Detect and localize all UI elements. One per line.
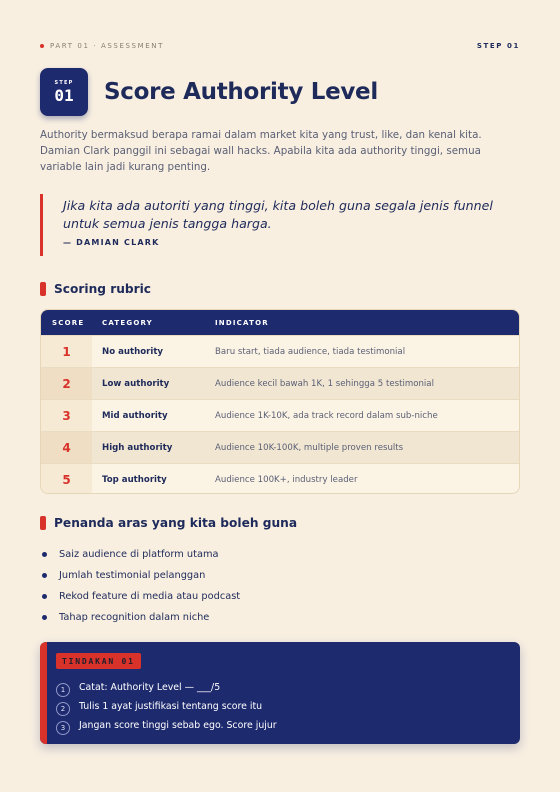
- list-item-text: Tahap recognition dalam niche: [59, 612, 210, 623]
- step-number-circle: 3: [56, 721, 70, 735]
- score-cell: 5: [41, 464, 92, 494]
- list-item: [40, 544, 520, 565]
- column-header-indicator: INDICATOR: [215, 318, 269, 327]
- list-item: [40, 565, 520, 586]
- table-row: [41, 463, 519, 494]
- action-box: [40, 642, 520, 744]
- rubric-heading: [40, 282, 520, 296]
- category-cell: Mid authority: [102, 410, 168, 421]
- category-cell: Low authority: [102, 378, 170, 389]
- bullet-dot-icon: [42, 573, 47, 578]
- action-step-text: Tulis 1 ayat justifikasi tentang score itu: [79, 701, 263, 712]
- rubric-table: [40, 309, 520, 494]
- action-step-text: Catat: Authority Level — ___/5: [79, 682, 221, 693]
- score-cell: 4: [41, 432, 92, 463]
- list-item-text: Rekod feature di media atau podcast: [59, 591, 241, 602]
- indicator-cell: Audience kecil bawah 1K, 1 sehingga 5 testimonial: [215, 378, 434, 389]
- action-steps: [56, 678, 496, 735]
- breadcrumb: [40, 42, 164, 50]
- column-header-category: CATEGORY: [102, 318, 153, 327]
- category-cell: Top authority: [102, 474, 167, 485]
- table-header: [41, 310, 519, 335]
- step-indicator: STEP 01: [476, 42, 520, 50]
- quote-text: Jika kita ada autoriti yang tinggi, kita boleh guna segala jenis funnel untuk semua jenis tangga harga.: [63, 198, 493, 231]
- section-marker-icon: [40, 282, 46, 296]
- section-marker-icon: [40, 516, 46, 530]
- step-badge-number: 01: [54, 86, 74, 105]
- indicator-cell: Audience 1K-10K, ada track record dalam sub-niche: [215, 410, 438, 421]
- score-cell: 3: [41, 400, 92, 431]
- action-step: [56, 697, 496, 716]
- table-row: [41, 431, 519, 463]
- markers-list: [40, 544, 520, 628]
- action-step: [56, 678, 496, 697]
- indicator-cell: Audience 100K+, industry leader: [215, 474, 358, 485]
- action-step: [56, 716, 496, 735]
- table-row: [41, 335, 519, 367]
- list-item: [40, 586, 520, 607]
- step-badge-label: STEP: [54, 80, 74, 86]
- markers-heading-text: Penanda aras yang kita boleh guna: [54, 516, 298, 530]
- bullet-dot-icon: [42, 594, 47, 599]
- category-cell: No authority: [102, 346, 164, 357]
- quote-author: — DAMIAN CLARK: [63, 238, 160, 247]
- list-item: [40, 607, 520, 628]
- action-step-text: Jangan score tinggi sebab ego. Score jujur: [79, 720, 277, 731]
- bullet-dot-icon: [42, 552, 47, 557]
- list-item-text: Jumlah testimonial pelanggan: [59, 570, 206, 581]
- top-bar: [40, 40, 520, 52]
- list-item-text: Saiz audience di platform utama: [59, 549, 219, 560]
- score-cell: 1: [41, 336, 92, 367]
- score-cell: 2: [41, 368, 92, 399]
- table-row: [41, 367, 519, 399]
- bullet-dot-icon: [40, 44, 44, 48]
- indicator-cell: Audience 10K-100K, multiple proven results: [215, 442, 404, 453]
- markers-heading: [40, 516, 520, 530]
- indicator-cell: Baru start, tiada audience, tiada testimonial: [215, 346, 406, 357]
- table-row: [41, 399, 519, 431]
- step-badge: [40, 68, 88, 116]
- action-accent-stripe: [40, 642, 47, 744]
- action-tag: TINDAKAN 01: [56, 653, 141, 669]
- step-number-circle: 2: [56, 702, 70, 716]
- page-title: Score Authority Level: [104, 79, 378, 105]
- column-header-score: SCORE: [52, 318, 85, 327]
- breadcrumb-text: PART 01 · ASSESSMENT: [50, 42, 164, 50]
- step-number-circle: 1: [56, 683, 70, 697]
- intro-paragraph: Authority bermaksud berapa ramai dalam market kita yang trust, like, dan kenal kita. Damian Clark panggil ini sebagai wall hacks. Apabila kita ada authority tinggi, semua variable lain jadi kurang penting.: [40, 129, 482, 173]
- category-cell: High authority: [102, 442, 173, 453]
- bullet-dot-icon: [42, 615, 47, 620]
- pull-quote: [40, 194, 520, 256]
- rubric-heading-text: Scoring rubric: [54, 282, 152, 296]
- page-header: [40, 68, 520, 116]
